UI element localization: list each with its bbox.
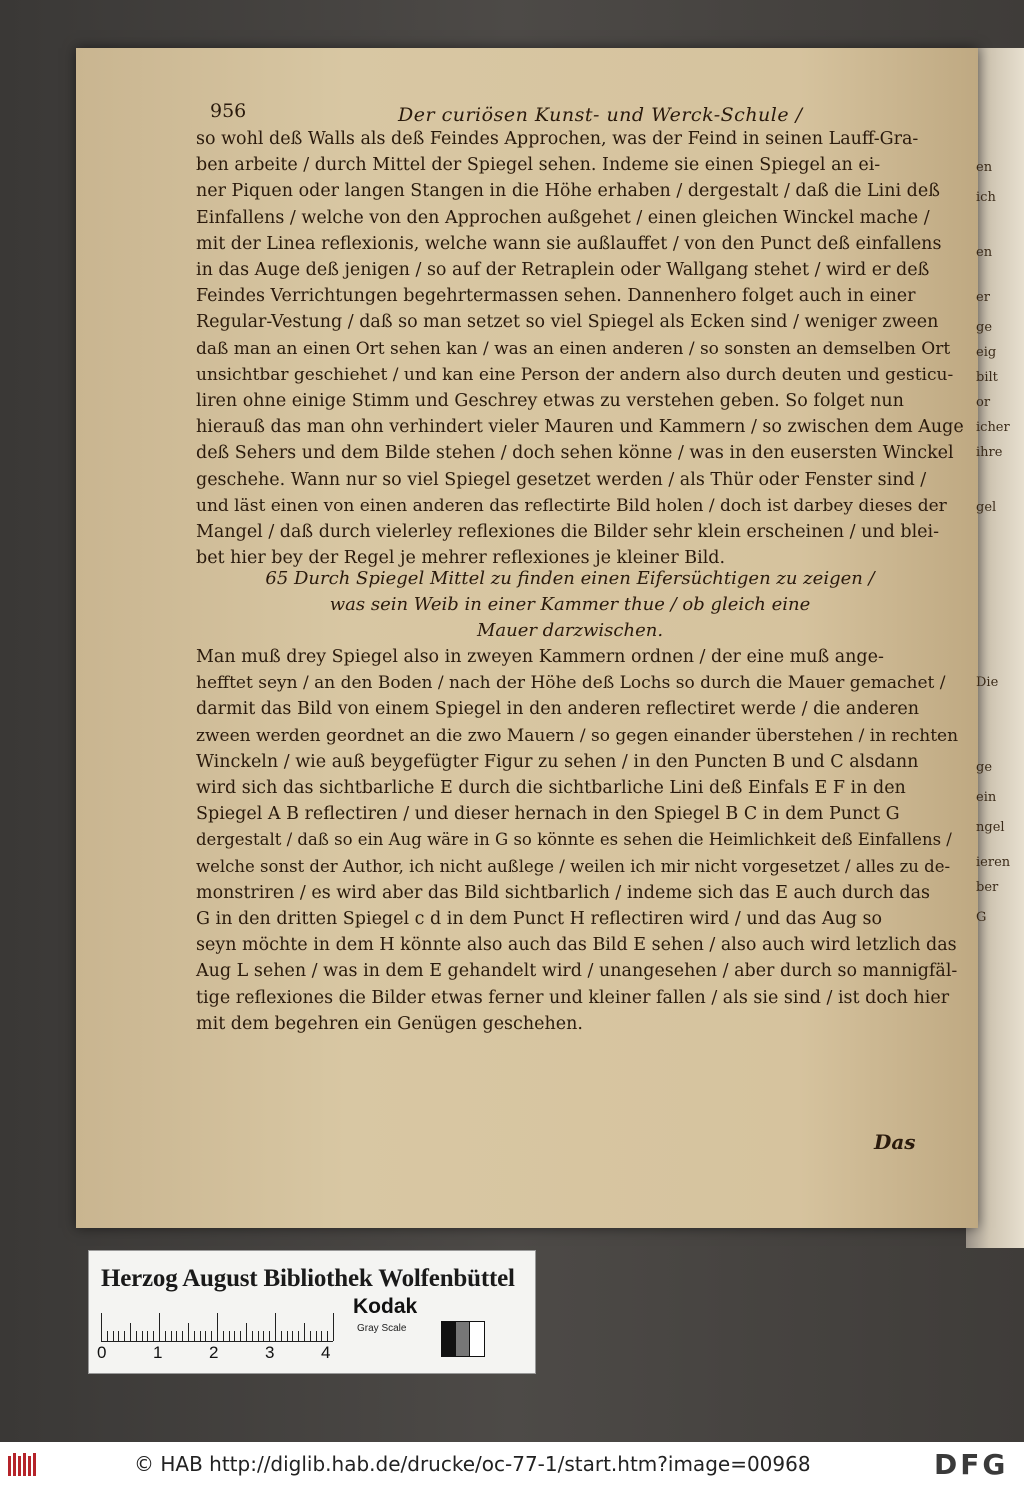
gray-patch-white [469,1321,485,1357]
margin-fragment: ich [976,190,996,205]
ruler-number: 2 [209,1343,219,1362]
ruler-tick [194,1331,195,1341]
text-line: Man muß drey Spiegel also in zweyen Kammern ordnen / der eine muß ange- [196,647,884,667]
body-paragraph-1 [196,126,966,571]
ruler-tick [263,1331,264,1341]
ruler-tick [211,1331,212,1341]
kodak-logo: Kodak [353,1295,418,1318]
text-line: unsichtbar geschiehet / und kan eine Person der andern also durch deuten und gesticu- [196,364,954,385]
text-line: mit der Linea reflexionis, welche wann sie außlauffet / von den Punct deß einfallens [196,233,942,254]
margin-fragment: eig [976,345,997,360]
heading-line: Mauer darzwischen. [476,620,664,641]
text-line: Winckeln / wie auß beygefügter Figur zu sehen / in den Puncten B und C alsdann [196,751,919,772]
margin-fragment: ge [976,320,993,335]
text-line: Einfallens / welche von den Approchen außgehet / einen gleichen Winckel mache / [196,207,930,228]
text-line: darmit das Bild von einem Spiegel in den anderen reflectiret werde / die anderen [196,699,920,720]
ruler-tick [101,1313,102,1341]
ruler-tick [298,1331,299,1341]
hab-logo-icon [6,1450,40,1478]
footer-bar [0,1442,1024,1486]
ruler-tick [246,1323,247,1341]
ruler-number: 1 [153,1343,163,1362]
ruler-tick [147,1331,148,1341]
margin-fragment: en [976,160,993,175]
text-line: daß man an einen Ort sehen kan / was an einen anderen / so sonsten an demselben Ort [196,338,951,359]
margin-fragment: ge [976,760,993,775]
ruler-tick [327,1331,328,1341]
ruler-tick [142,1331,143,1341]
margin-fragment: or [976,395,991,410]
ruler-tick [171,1331,172,1341]
ruler-tick [269,1331,270,1341]
text-line: geschehe. Wann nur so viel Spiegel gesetzet werden / als Thür oder Fenster sind / [196,469,927,490]
scale-ruler [101,1313,333,1342]
ruler-number: 3 [265,1343,275,1362]
margin-fragment: er [976,290,990,305]
margin-fragment: ber [976,880,999,895]
text-line: mit dem begehren ein Genügen geschehen. [196,1013,583,1034]
text-line: Mangel / daß durch vielerley reflexiones die Bilder sehr klein erscheinen / und blei- [196,522,940,543]
heading-line: was sein Weib in einer Kammer thue / ob gleich eine [329,594,811,615]
ruler-tick [316,1331,317,1341]
ruler-tick [188,1323,189,1341]
ruler-tick [124,1331,125,1341]
ruler-number: 4 [321,1343,331,1362]
ruler-tick [287,1331,288,1341]
text-line: monstriren / es wird aber das Bild sichtbarlich / indeme sich das E auch durch das [196,882,930,903]
body-paragraph-2 [196,644,966,1037]
ruler-tick [275,1313,276,1341]
ruler-tick [252,1331,253,1341]
margin-fragment: en [976,245,993,260]
dfg-logo: DFG [934,1448,1009,1481]
text-line: in das Auge deß jenigen / so auf der Retraplein oder Wallgang stehet / wird er deß [196,260,930,281]
ruler-tick [136,1331,137,1341]
text-line: G in den dritten Spiegel c d in dem Punct H reflectiren wird / und das Aug so [196,909,883,930]
text-line: zween werden geordnet an die zwo Mauern / so gegen einander überstehen / in rechten [196,725,959,746]
ruler-tick [234,1331,235,1341]
text-line: ben arbeite / durch Mittel der Spiegel sehen. Indeme sie einen Spiegel an ei- [196,155,881,176]
footer-url[interactable]: © HAB http://diglib.hab.de/drucke/oc-77-1/start.htm?image=00968 [134,1452,811,1476]
margin-fragment: G [976,910,987,925]
text-line: wird sich das sichtbarliche E durch die sichtbarliche Lini deß Einfals E F in den [196,778,906,799]
text-line: dergestalt / daß so ein Aug wäre in G so könnte es sehen die Heimlichkeit deß Einfallens / [196,830,952,850]
ruler-tick [176,1331,177,1341]
library-label-card [88,1250,536,1374]
text-line: bet hier bey der Regel je mehrer reflexiones je kleiner Bild. [196,548,726,569]
ruler-tick [107,1331,108,1341]
text-line: und läst einen von einen anderen das reflectirte Bild holen / doch ist darbey dieses der [196,495,947,516]
margin-fragment: ein [976,790,997,805]
text-line: hefftet seyn / an den Boden / nach der Höhe deß Lochs so durch die Mauer gemachet / [196,673,946,694]
running-title: Der curiösen Kunst- und Werck-Schule / [398,104,803,126]
margin-fragment: ieren [976,855,1011,870]
text-line: liren ohne einige Stimm und Geschrey etwas zu verstehen geben. So folget nun [196,391,904,412]
text-line: welche sonst der Author, ich nicht außlege / weilen ich mir nicht vorgesetzet / alles zu de- [196,856,951,876]
text-line: ner Piquen oder langen Stangen in die Höhe erhaben / dergestalt / daß die Lini deß [196,181,940,202]
text-line: tige reflexiones die Bilder etwas ferner und kleiner fallen / als sie sind / ist doch hier [196,987,950,1008]
gray-scale-label: Gray Scale [357,1323,407,1334]
page-number: 956 [210,100,247,122]
margin-fragment: ngel [976,820,1005,835]
text-line: so wohl deß Walls als deß Feindes Approchen, was der Feind in seinen Lauff-Gra- [196,129,919,149]
ruler-tick [223,1331,224,1341]
ruler-tick [182,1331,183,1341]
ruler-tick [200,1331,201,1341]
ruler-tick [165,1331,166,1341]
margin-fragment: icher [976,420,1010,435]
text-line: seyn möchte in dem H könnte also auch das Bild E sehen / also auch wird letzlich das [196,935,957,956]
ruler-tick [130,1323,131,1341]
ruler-number: 0 [97,1343,107,1362]
ruler-tick [153,1331,154,1341]
text-line: Spiegel A B reflectiren / und dieser hernach in den Spiegel B C in dem Punct G [196,804,900,825]
text-line: deß Sehers und dem Bilde stehen / doch sehen könne / was in den eusersten Winckel [196,443,954,464]
ruler-tick [118,1331,119,1341]
ruler-tick [229,1331,230,1341]
ruler-tick [304,1323,305,1341]
ruler-tick [333,1313,334,1341]
margin-fragment: gel [976,500,997,515]
text-line: Aug L sehen / was in dem E gehandelt wird / unangesehen / aber durch so mannigfäl- [196,961,958,982]
margin-fragment: ihre [976,445,1003,460]
ruler-tick [292,1331,293,1341]
heading-line: 65 Durch Spiegel Mittel zu finden einen Eifersüchtigen zu zeigen / [265,568,875,589]
ruler-tick [321,1331,322,1341]
text-line: Regular-Vestung / daß so man setzet so viel Spiegel als Ecken sind / weniger zween [196,312,939,333]
text-line: hierauß das man ohn verhindert vieler Mauren und Kammern / so zwischen dem Auge [196,417,964,438]
ruler-tick [217,1313,218,1341]
text-line: Feindes Verrichtungen begehrtermassen sehen. Dannenhero folget auch in einer [196,286,916,307]
section-heading [200,566,940,644]
ruler-tick [205,1331,206,1341]
catchword: Das [874,1130,916,1154]
ruler-tick [159,1313,160,1341]
library-name: Herzog August Bibliothek Wolfenbüttel [101,1265,515,1292]
margin-fragment: bilt [976,370,998,385]
ruler-tick [310,1331,311,1341]
ruler-tick [258,1331,259,1341]
ruler-tick [281,1331,282,1341]
margin-fragment: Die [976,675,999,690]
ruler-tick [240,1331,241,1341]
ruler-tick [113,1331,114,1341]
